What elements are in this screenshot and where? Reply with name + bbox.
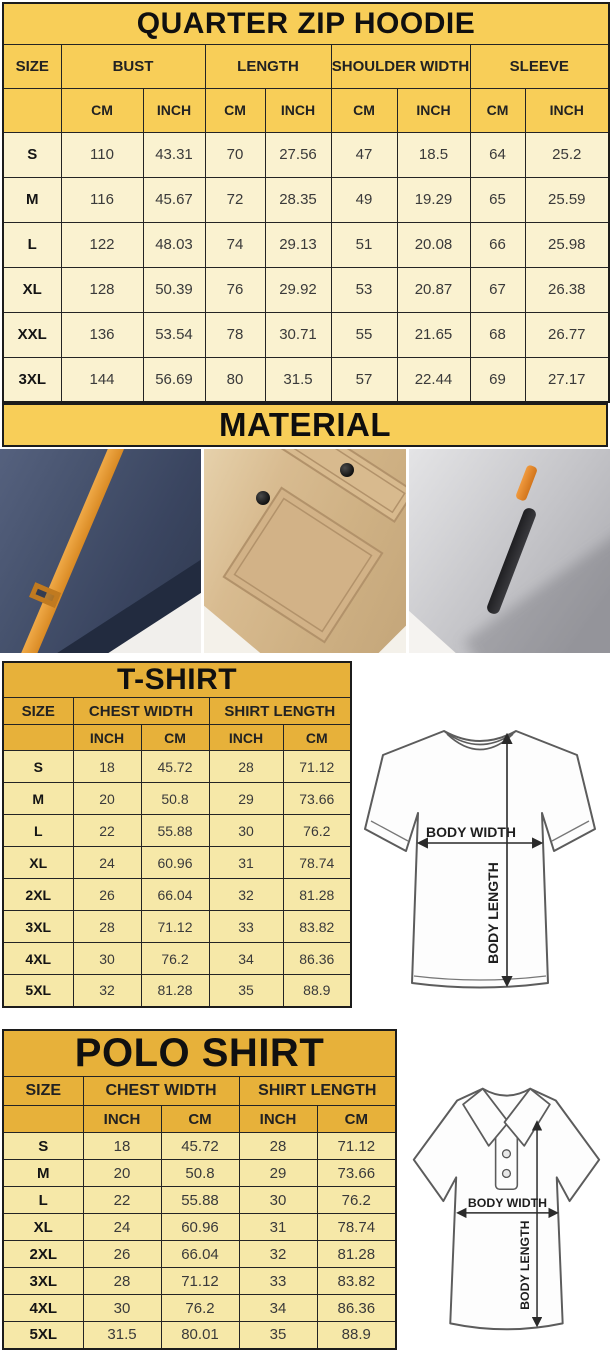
value-cell: 30 [209,815,283,847]
value-cell: 28 [73,911,141,943]
size-column-header: SIZE [3,44,61,88]
size-cell: L [3,1187,83,1214]
value-cell: 26.38 [525,267,609,312]
size-cell: M [3,1160,83,1187]
unit-header: INCH [209,725,283,751]
value-cell: 26 [83,1241,161,1268]
shoulder-width-column-header: SHOULDER WIDTH [331,44,470,88]
value-cell: 29 [239,1160,317,1187]
material-photos [0,449,610,653]
empty-cell [3,1106,83,1133]
table-row [3,815,351,847]
value-cell: 24 [83,1214,161,1241]
value-cell: 20.08 [397,222,470,267]
size-cell: XL [3,267,61,312]
value-cell: 122 [61,222,143,267]
hoodie-table-title: QUARTER ZIP HOODIE [3,3,609,44]
value-cell: 67 [470,267,525,312]
zipper-pull-orange [515,464,538,502]
value-cell: 53.54 [143,312,205,357]
size-cell: 4XL [3,1295,83,1322]
unit-header: CM [161,1106,239,1133]
tshirt-measurement-diagram [352,691,608,1001]
hoodie-units-row [3,88,609,132]
value-cell: 50.8 [161,1160,239,1187]
value-cell: 48.03 [143,222,205,267]
size-cell: M [3,177,61,222]
shirt-length-column-header: SHIRT LENGTH [239,1077,396,1106]
tshirt-table-body [3,751,351,1007]
value-cell: 55 [331,312,397,357]
value-cell: 71.12 [317,1133,396,1160]
value-cell: 29.92 [265,267,331,312]
value-cell: 65 [470,177,525,222]
value-cell: 78 [205,312,265,357]
size-cell: 4XL [3,943,73,975]
value-cell: 35 [209,975,283,1007]
value-cell: 22 [73,815,141,847]
value-cell: 78.74 [317,1214,396,1241]
value-cell: 31.5 [83,1322,161,1349]
value-cell: 110 [61,132,143,177]
hoodie-table-body [3,132,609,402]
table-row [3,132,609,177]
polo-button [503,1170,511,1178]
unit-header: CM [331,88,397,132]
polo-size-table [2,1029,397,1350]
polo-measurement-diagram [398,1063,610,1351]
value-cell: 20.87 [397,267,470,312]
value-cell: 80 [205,357,265,402]
value-cell: 34 [209,943,283,975]
polo-units-row [3,1106,396,1133]
value-cell: 18.5 [397,132,470,177]
hoodie-group-header-row [3,44,609,88]
unit-header: CM [141,725,209,751]
value-cell: 34 [239,1295,317,1322]
value-cell: 25.59 [525,177,609,222]
value-cell: 45.72 [141,751,209,783]
value-cell: 68 [470,312,525,357]
unit-header: INCH [143,88,205,132]
value-cell: 31.5 [265,357,331,402]
value-cell: 43.31 [143,132,205,177]
tshirt-outline [365,731,595,988]
unit-header: CM [61,88,143,132]
value-cell: 47 [331,132,397,177]
value-cell: 18 [73,751,141,783]
size-cell: L [3,222,61,267]
value-cell: 25.98 [525,222,609,267]
table-row [3,267,609,312]
value-cell: 51 [331,222,397,267]
value-cell: 45.72 [161,1133,239,1160]
table-row [3,751,351,783]
unit-header: CM [283,725,351,751]
value-cell: 70 [205,132,265,177]
value-cell: 49 [331,177,397,222]
shirt-length-column-header: SHIRT LENGTH [209,698,351,725]
value-cell: 83.82 [317,1268,396,1295]
table-row [3,177,609,222]
value-cell: 30.71 [265,312,331,357]
tshirt-table-title: T-SHIRT [3,662,351,698]
polo-table-body [3,1133,396,1349]
tshirt-units-row [3,725,351,751]
value-cell: 20 [83,1160,161,1187]
value-cell: 86.36 [283,943,351,975]
khaki-fabric-photo [204,449,405,653]
tshirt-group-header-row [3,698,351,725]
material-section-title: MATERIAL [2,403,608,447]
table-row [3,783,351,815]
value-cell: 29.13 [265,222,331,267]
value-cell: 45.67 [143,177,205,222]
value-cell: 24 [73,847,141,879]
tshirt-size-table [2,661,352,1008]
size-cell: L [3,815,73,847]
value-cell: 144 [61,357,143,402]
unit-header: INCH [265,88,331,132]
value-cell: 31 [239,1214,317,1241]
body-length-label: BODY LENGTH [485,862,501,964]
value-cell: 69 [470,357,525,402]
size-cell: 5XL [3,1322,83,1349]
length-column-header: LENGTH [205,44,331,88]
size-cell: 3XL [3,1268,83,1295]
unit-header: CM [205,88,265,132]
value-cell: 26.77 [525,312,609,357]
size-cell: 2XL [3,1241,83,1268]
unit-header: INCH [239,1106,317,1133]
empty-cell [3,725,73,751]
value-cell: 28 [209,751,283,783]
value-cell: 76.2 [283,815,351,847]
table-row [3,312,609,357]
unit-header: INCH [525,88,609,132]
value-cell: 22.44 [397,357,470,402]
table-row [3,879,351,911]
empty-cell [3,88,61,132]
polo-button [503,1150,511,1158]
value-cell: 50.39 [143,267,205,312]
size-cell: S [3,1133,83,1160]
unit-header: INCH [73,725,141,751]
polo-title-row [3,1030,396,1077]
value-cell: 22 [83,1187,161,1214]
hoodie-title-row [3,3,609,44]
size-cell: XL [3,847,73,879]
value-cell: 71.12 [283,751,351,783]
value-cell: 18 [83,1133,161,1160]
value-cell: 76 [205,267,265,312]
tshirt-title-row [3,662,351,698]
value-cell: 20 [73,783,141,815]
value-cell: 19.29 [397,177,470,222]
value-cell: 28.35 [265,177,331,222]
value-cell: 71.12 [161,1268,239,1295]
value-cell: 27.56 [265,132,331,177]
value-cell: 88.9 [283,975,351,1007]
value-cell: 66 [470,222,525,267]
sleeve-column-header: SLEEVE [470,44,609,88]
unit-header: INCH [83,1106,161,1133]
value-cell: 60.96 [141,847,209,879]
value-cell: 32 [73,975,141,1007]
value-cell: 25.2 [525,132,609,177]
value-cell: 26 [73,879,141,911]
size-cell: 5XL [3,975,73,1007]
value-cell: 73.66 [283,783,351,815]
value-cell: 60.96 [161,1214,239,1241]
value-cell: 81.28 [317,1241,396,1268]
table-row [3,1160,396,1187]
value-cell: 80.01 [161,1322,239,1349]
body-width-label: BODY WIDTH [426,824,516,840]
value-cell: 76.2 [141,943,209,975]
navy-fabric-photo [0,449,201,653]
table-row [3,1268,396,1295]
size-cell: XL [3,1214,83,1241]
value-cell: 21.65 [397,312,470,357]
value-cell: 30 [73,943,141,975]
table-row [3,847,351,879]
size-cell: 3XL [3,357,61,402]
table-row [3,1322,396,1349]
value-cell: 56.69 [143,357,205,402]
value-cell: 81.28 [283,879,351,911]
table-row [3,357,609,402]
value-cell: 28 [239,1133,317,1160]
table-row [3,1214,396,1241]
table-row [3,943,351,975]
value-cell: 83.82 [283,911,351,943]
table-row [3,1187,396,1214]
chest-width-column-header: CHEST WIDTH [73,698,209,725]
value-cell: 78.74 [283,847,351,879]
tshirt-section [0,661,610,1013]
value-cell: 50.8 [141,783,209,815]
value-cell: 88.9 [317,1322,396,1349]
chest-width-column-header: CHEST WIDTH [83,1077,239,1106]
size-cell: 2XL [3,879,73,911]
unit-header: CM [317,1106,396,1133]
polo-group-header-row [3,1077,396,1106]
table-row [3,1241,396,1268]
bust-column-header: BUST [61,44,205,88]
value-cell: 73.66 [317,1160,396,1187]
size-cell: 3XL [3,911,73,943]
value-cell: 76.2 [317,1187,396,1214]
value-cell: 72 [205,177,265,222]
value-cell: 30 [83,1295,161,1322]
body-width-label: BODY WIDTH [467,1196,548,1210]
polo-section [0,1029,610,1353]
value-cell: 128 [61,267,143,312]
size-column-header: SIZE [3,1077,83,1106]
unit-header: CM [470,88,525,132]
size-column-header: SIZE [3,698,73,725]
value-cell: 55.88 [161,1187,239,1214]
value-cell: 35 [239,1322,317,1349]
value-cell: 32 [209,879,283,911]
value-cell: 53 [331,267,397,312]
value-cell: 30 [239,1187,317,1214]
hoodie-size-table [2,2,610,403]
value-cell: 29 [209,783,283,815]
value-cell: 57 [331,357,397,402]
value-cell: 55.88 [141,815,209,847]
value-cell: 66.04 [141,879,209,911]
value-cell: 74 [205,222,265,267]
value-cell: 71.12 [141,911,209,943]
table-row [3,975,351,1007]
fabric-fold-shadow [464,526,610,653]
value-cell: 64 [470,132,525,177]
value-cell: 81.28 [141,975,209,1007]
value-cell: 116 [61,177,143,222]
size-cell: S [3,751,73,783]
value-cell: 66.04 [161,1241,239,1268]
value-cell: 33 [239,1268,317,1295]
value-cell: 27.17 [525,357,609,402]
size-cell: M [3,783,73,815]
value-cell: 32 [239,1241,317,1268]
value-cell: 28 [83,1268,161,1295]
polo-table-title: POLO SHIRT [3,1030,396,1077]
cargo-pocket [223,486,384,643]
body-length-label: BODY LENGTH [518,1220,533,1310]
unit-header: INCH [397,88,470,132]
value-cell: 86.36 [317,1295,396,1322]
value-cell: 136 [61,312,143,357]
table-row [3,222,609,267]
size-cell: S [3,132,61,177]
snap-button [256,491,270,505]
value-cell: 33 [209,911,283,943]
value-cell: 76.2 [161,1295,239,1322]
table-row [3,1295,396,1322]
value-cell: 31 [209,847,283,879]
table-row [3,1133,396,1160]
table-row [3,911,351,943]
size-cell: XXL [3,312,61,357]
gray-fleece-photo [409,449,610,653]
